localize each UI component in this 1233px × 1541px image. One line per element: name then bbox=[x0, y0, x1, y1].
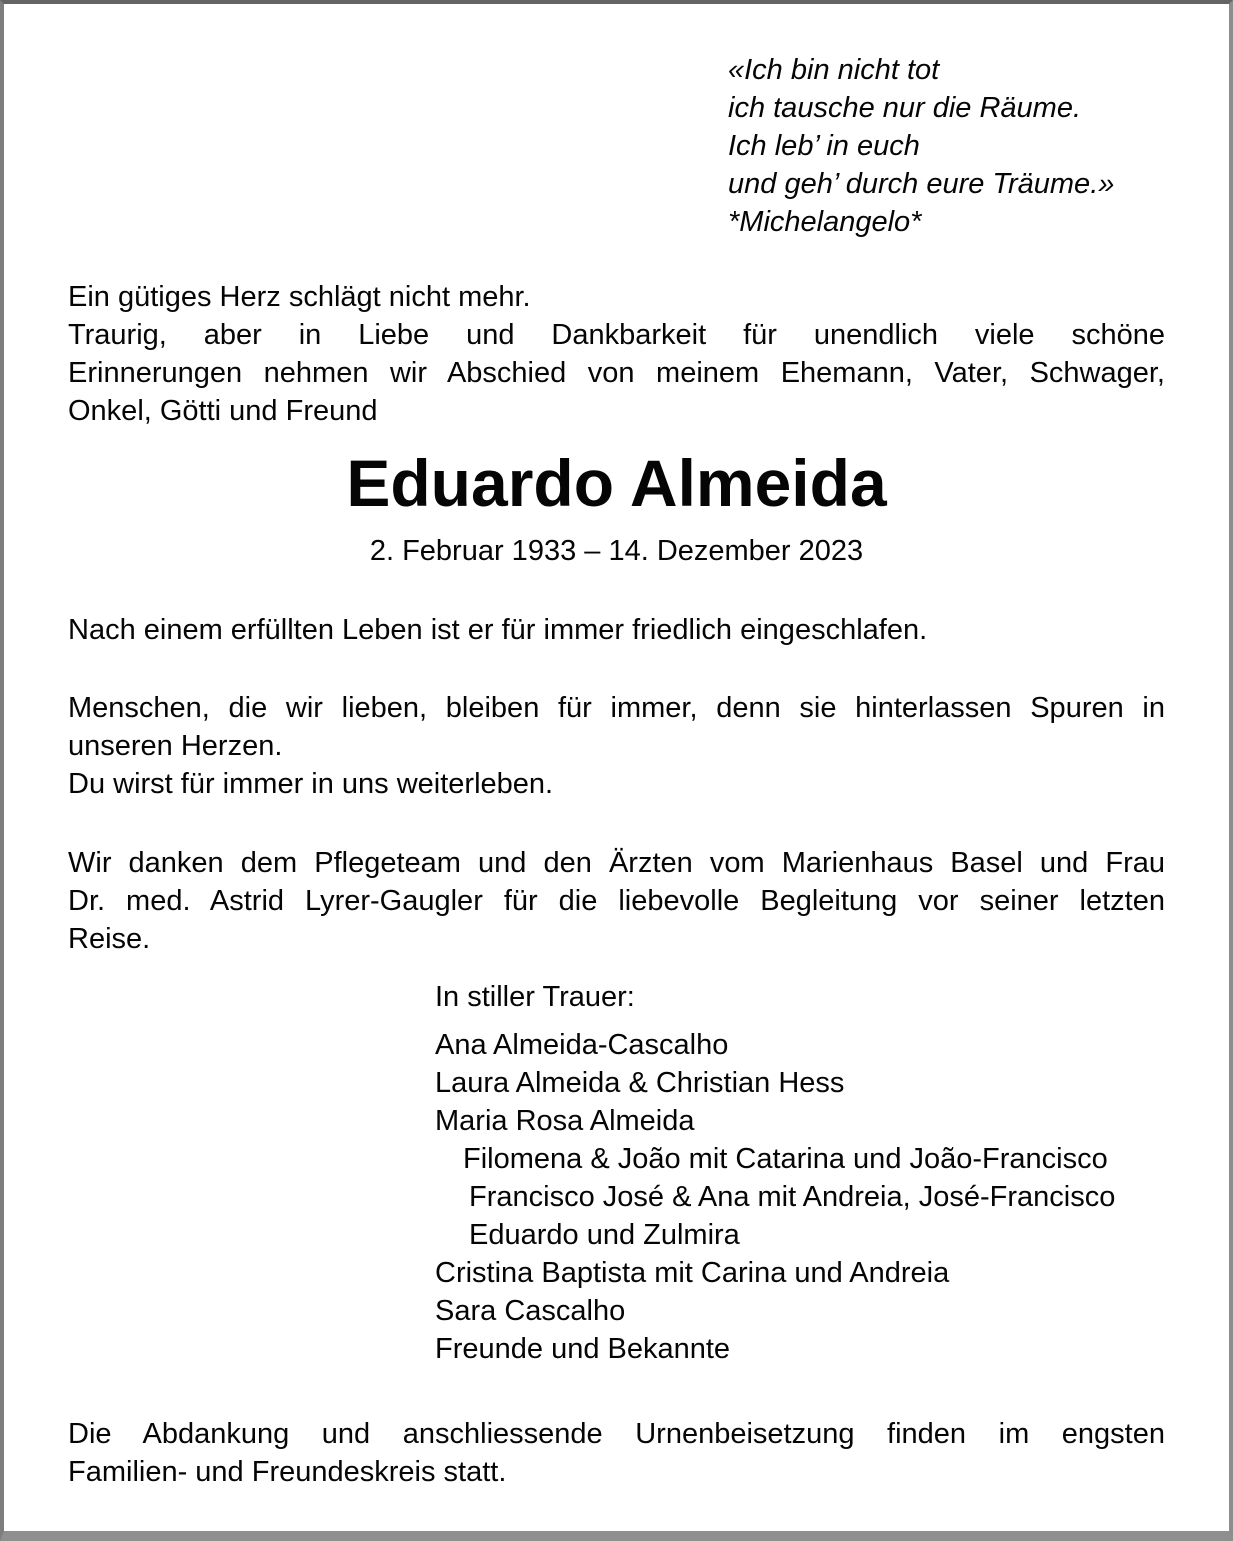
memory-line: Du wirst für immer in uns weiterleben. bbox=[68, 768, 554, 800]
memory-paragraph bbox=[68, 689, 1165, 803]
mourner-name: Laura Almeida & Christian Hess bbox=[435, 1067, 845, 1099]
deceased-name: Eduardo Almeida bbox=[346, 446, 887, 520]
funeral-line: Die Abdankung und anschliessende Urnenbeisetzung finden im engsten bbox=[68, 1418, 1165, 1450]
intro-line: Erinnerungen nehmen wir Abschied von meinem Ehemann, Vater, Schwager, bbox=[68, 357, 1165, 389]
funeral-paragraph bbox=[68, 1415, 1165, 1491]
intro-line: Traurig, aber in Liebe und Dankbarkeit für unendlich viele schöne bbox=[68, 319, 1165, 351]
thanks-line: Reise. bbox=[68, 923, 151, 955]
deceased-dates: 2. Februar 1933 – 14. Dezember 2023 bbox=[369, 535, 864, 567]
obituary-content bbox=[4, 4, 1229, 1531]
memory-line: Menschen, die wir lieben, bleiben für immer, denn sie hinterlassen Spuren in bbox=[68, 692, 1165, 724]
intro-line: Ein gütiges Herz schlägt nicht mehr. bbox=[68, 281, 531, 313]
thanks-paragraph bbox=[68, 844, 1165, 958]
passing-paragraph: Nach einem erfüllten Leben ist er für immer friedlich eingeschlafen. bbox=[68, 614, 928, 646]
mourner-name: Eduardo und Zulmira bbox=[469, 1219, 740, 1251]
mourner-name: Freunde und Bekannte bbox=[435, 1333, 731, 1365]
intro-line: Onkel, Götti und Freund bbox=[68, 395, 378, 427]
thanks-line: Wir danken dem Pflegeteam und den Ärzten vom Marienhaus Basel und Frau bbox=[68, 847, 1165, 879]
funeral-line: Familien- und Freundeskreis statt. bbox=[68, 1456, 507, 1488]
mourner-name: Filomena & João mit Catarina und João-Francisco bbox=[463, 1143, 1108, 1175]
mourner-name: Francisco José & Ana mit Andreia, José-Francisco bbox=[469, 1181, 1116, 1213]
quote-line: «Ich bin nicht tot bbox=[728, 54, 940, 86]
memory-line: unseren Herzen. bbox=[68, 730, 283, 762]
quote-line: Ich leb’ in euch bbox=[728, 130, 920, 162]
memorial-quote bbox=[728, 51, 1165, 241]
quote-line: ich tausche nur die Räume. bbox=[728, 92, 1082, 124]
quote-line: und geh’ durch eure Träume.» bbox=[728, 168, 1115, 200]
mourners-list bbox=[435, 1026, 1165, 1368]
intro-paragraph bbox=[68, 278, 1165, 430]
mourning-label: In stiller Trauer: bbox=[435, 981, 635, 1013]
thanks-line: Dr. med. Astrid Lyrer-Gaugler für die liebevolle Begleitung vor seiner letzten bbox=[68, 885, 1165, 917]
mourner-name: Sara Cascalho bbox=[435, 1295, 626, 1327]
mourner-name: Cristina Baptista mit Carina und Andreia bbox=[435, 1257, 950, 1289]
quote-attribution: *Michelangelo* bbox=[728, 206, 922, 238]
mourner-name: Ana Almeida-Cascalho bbox=[435, 1029, 729, 1061]
mourner-name: Maria Rosa Almeida bbox=[435, 1105, 695, 1137]
